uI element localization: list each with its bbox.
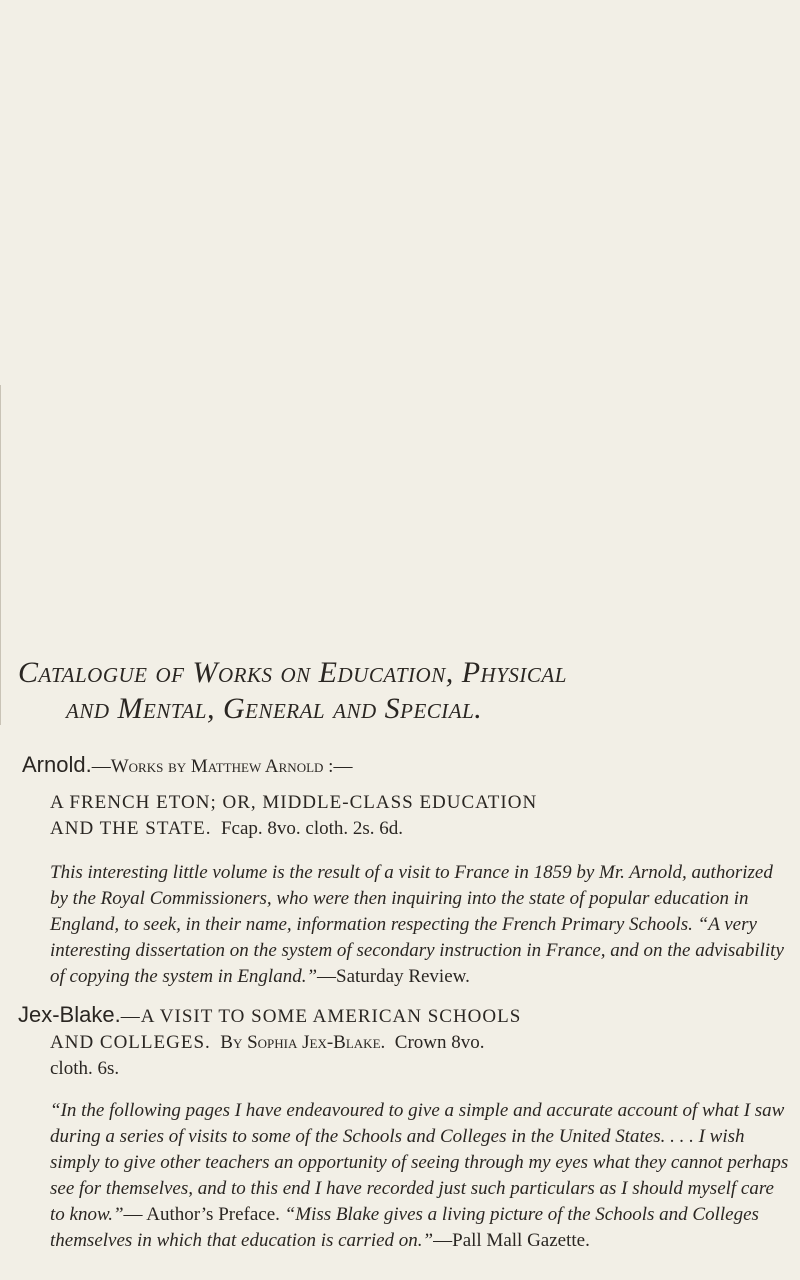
author-name-jexblake: Jex-Blake. [18,1002,121,1027]
arnold-book-title [50,790,790,842]
page-edge-mark [0,385,9,725]
jexblake-book-title [50,1030,790,1082]
jexblake-title-line-1: —A VISIT TO SOME AMERICAN SCHOOLS [120,1006,522,1027]
heading-line-2: and Mental, General and Special. [66,692,483,725]
arnold-source: —Saturday Review. [317,966,470,987]
jexblake-publication-2: cloth. 6s. [50,1058,120,1079]
jexblake-title-line-2: AND COLLEGES. [50,1032,211,1053]
arnold-title-line-2: AND THE STATE. [50,818,212,839]
heading-line-1: Catalogue of Works on Education, Physical [18,656,567,689]
jexblake-source-2: —Pall Mall Gazette. [433,1230,590,1251]
jexblake-source-1: — Author’s Preface. [123,1204,280,1225]
author-name-arnold: Arnold. [22,752,92,777]
arnold-publication: Fcap. 8vo. cloth. 2s. 6d. [220,818,404,839]
arnold-desc-text: This interesting little volume is the result of a visit to France in 1859 by Mr. Arnold, authorized by the Royal Commissioners, who were then inquiring into the state of popular education in England, to seek, in their name, information respecting the French Primary Schools. “A very interesting dissertation on the system of secondary instruction in France, and on the advisability of copying the system in England.” [50,862,784,987]
jexblake-entry-head [18,1002,788,1030]
arnold-description [50,860,790,990]
jexblake-author: By Sophia Jex-Blake. [220,1032,386,1053]
arnold-intro: —Works by Matthew Arnold :— [91,756,353,777]
arnold-entry-head [22,752,352,780]
jexblake-reviews [50,1098,790,1254]
jexblake-publication-1: Crown 8vo. [394,1032,485,1053]
jexblake-quote-1: “In the following pages I have endeavoured to give a simple and accurate account of what I saw during a series of visits to some of the Schools and Colleges in the United States. . . . I wish simply to give other teachers an opportunity of seeing through my eyes what they cannot perhaps see for themselves, and to this end I have recorded just such particulars as I should myself care to know.” [50,1100,789,1225]
catalogue-heading [18,655,788,727]
jexblake-quote-2: “Miss Blake gives a living picture of the Schools and Colleges themselves in which that education is carried on.” [50,1204,759,1251]
arnold-title-line-1: A FRENCH ETON; OR, MIDDLE-CLASS EDUCATION [50,792,538,813]
